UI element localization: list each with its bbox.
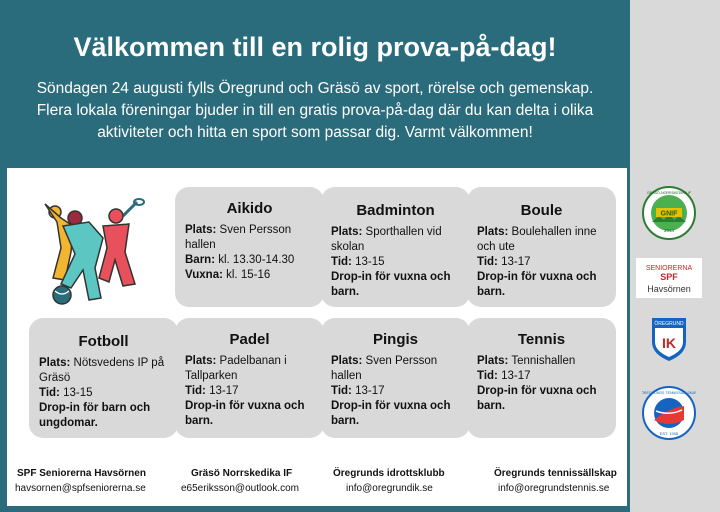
place-value: Sven Persson hallen bbox=[185, 224, 292, 251]
oik-top-text: ÖREGRUND bbox=[654, 321, 684, 327]
activity-place bbox=[331, 225, 460, 255]
activity-time bbox=[331, 384, 460, 399]
activity-name: Padel bbox=[229, 331, 270, 348]
ots-ring-text: ÖREGRUNDS TENNISSÄLLSKAP bbox=[642, 391, 696, 395]
activity-time bbox=[331, 255, 460, 270]
activity-note: Drop-in för barn och ungdomar. bbox=[39, 402, 151, 429]
activity-place bbox=[39, 356, 168, 386]
oik-letters-text: IK bbox=[662, 335, 676, 351]
footer-email-spf[interactable]: havsornen@spfseniorerna.se bbox=[15, 483, 146, 494]
footer-email-ots[interactable]: info@oregrundstennis.se bbox=[498, 483, 610, 494]
time-value: 13-17 bbox=[501, 370, 531, 382]
activity-card-badminton bbox=[321, 187, 470, 307]
place-label: Plats: bbox=[477, 355, 509, 367]
activity-card-padel bbox=[175, 318, 324, 438]
footer-org-gnif: Gräsö Norrskedika IF bbox=[191, 468, 293, 479]
activity-note: Drop-in för vuxna och barn. bbox=[331, 400, 451, 427]
activity-time bbox=[477, 369, 606, 384]
footer-org-ots: Öregrunds tennissällskap bbox=[494, 468, 617, 479]
activity-note: Drop-in för vuxna och barn. bbox=[477, 271, 597, 298]
place-label: Plats: bbox=[331, 355, 363, 367]
sports-people-illustration bbox=[43, 198, 153, 308]
activity-card-pingis bbox=[321, 318, 470, 438]
activity-time bbox=[477, 255, 606, 270]
time-label: Tid: bbox=[39, 387, 60, 399]
time-value: 13-17 bbox=[501, 256, 531, 268]
oregrund-ik-logo bbox=[650, 316, 688, 362]
place-label: Plats: bbox=[477, 226, 509, 238]
activity-place bbox=[477, 225, 606, 255]
activity-adult-time bbox=[185, 268, 314, 283]
activity-time bbox=[185, 384, 314, 399]
activities-panel bbox=[7, 168, 627, 506]
activity-place bbox=[185, 354, 314, 384]
time-label: Tid: bbox=[331, 256, 352, 268]
footer-email-oik[interactable]: info@oregrundik.se bbox=[346, 483, 433, 494]
place-value: Boulehallen inne och ute bbox=[477, 226, 597, 253]
activity-note: Drop-in för vuxna och barn. bbox=[331, 271, 451, 298]
place-label: Plats: bbox=[185, 224, 217, 236]
activity-name: Pingis bbox=[372, 331, 418, 348]
children-time-value: kl. 13.30-14.30 bbox=[218, 254, 295, 266]
header-banner bbox=[0, 0, 630, 160]
adult-time-value: kl. 15-16 bbox=[226, 269, 271, 281]
time-label: Tid: bbox=[331, 385, 352, 397]
logo-sidebar bbox=[630, 0, 720, 512]
oregrund-tennis-logo bbox=[642, 386, 696, 440]
activity-place bbox=[185, 223, 314, 253]
time-value: 13-15 bbox=[355, 256, 385, 268]
time-label: Tid: bbox=[477, 256, 498, 268]
activity-place bbox=[331, 354, 460, 384]
children-label: Barn: bbox=[185, 254, 216, 266]
intro-text: Söndagen 24 augusti fylls Öregrund och Gräsö av sport, rörelse och gemenskap. Flera lokala föreningar bjuder in till en gratis prova-på-dag där du kan delta i olika aktiviteter och hitta en sport som passar dig. Varmt välkommen! bbox=[36, 80, 594, 141]
activity-time bbox=[39, 386, 168, 401]
spf-bottom-text: Havsörnen bbox=[647, 284, 691, 294]
activity-note: Drop-in för vuxna och barn. bbox=[477, 385, 597, 412]
gnif-ring-text: GRÄSÖ-NORRSKEDIKA IF bbox=[646, 191, 692, 195]
spf-top-text: SENIORERNA bbox=[645, 265, 693, 272]
place-label: Plats: bbox=[331, 226, 363, 238]
place-value: Tennishallen bbox=[511, 355, 576, 367]
time-value: 13-15 bbox=[63, 387, 93, 399]
page-title: Välkommen till en rolig prova-på-dag! bbox=[73, 32, 557, 62]
place-value: Sporthallen vid skolan bbox=[331, 226, 442, 253]
activity-name: Boule bbox=[520, 202, 563, 219]
activity-name: Fotboll bbox=[78, 333, 129, 350]
activity-note: Drop-in för vuxna och barn. bbox=[185, 400, 305, 427]
activity-name: Badminton bbox=[356, 202, 435, 219]
gnif-center-text: GNIF bbox=[660, 210, 678, 218]
activity-place bbox=[477, 354, 606, 369]
place-value: Padelbanan i Tallparken bbox=[185, 355, 287, 382]
time-label: Tid: bbox=[185, 385, 206, 397]
activity-card-boule bbox=[467, 187, 616, 307]
activity-name: Aikido bbox=[226, 200, 273, 217]
time-value: 13-17 bbox=[355, 385, 385, 397]
place-label: Plats: bbox=[185, 355, 217, 367]
time-label: Tid: bbox=[477, 370, 498, 382]
gnif-logo bbox=[642, 186, 696, 240]
footer-org-oik: Öregrunds idrottsklubb bbox=[333, 468, 445, 479]
activity-children-time bbox=[185, 253, 314, 268]
adult-label: Vuxna: bbox=[185, 269, 223, 281]
place-value: Sven Persson hallen bbox=[331, 355, 438, 382]
activity-card-tennis bbox=[467, 318, 616, 438]
spf-havsornen-logo bbox=[636, 258, 702, 298]
place-value: Nötsvedens IP på Gräsö bbox=[39, 357, 165, 384]
place-label: Plats: bbox=[39, 357, 71, 369]
spf-mid-text: SPF bbox=[660, 272, 678, 282]
footer-email-gnif[interactable]: e65eriksson@outlook.com bbox=[181, 483, 299, 494]
gnif-year-text: 2014 bbox=[663, 228, 675, 233]
activity-card-aikido bbox=[175, 187, 324, 307]
time-value: 13-17 bbox=[209, 385, 239, 397]
activity-card-fotboll bbox=[29, 318, 178, 438]
ots-est-text: EST. 1905 bbox=[659, 431, 679, 436]
activity-name: Tennis bbox=[517, 331, 566, 348]
footer-org-spf: SPF Seniorerna Havsörnen bbox=[17, 468, 146, 479]
